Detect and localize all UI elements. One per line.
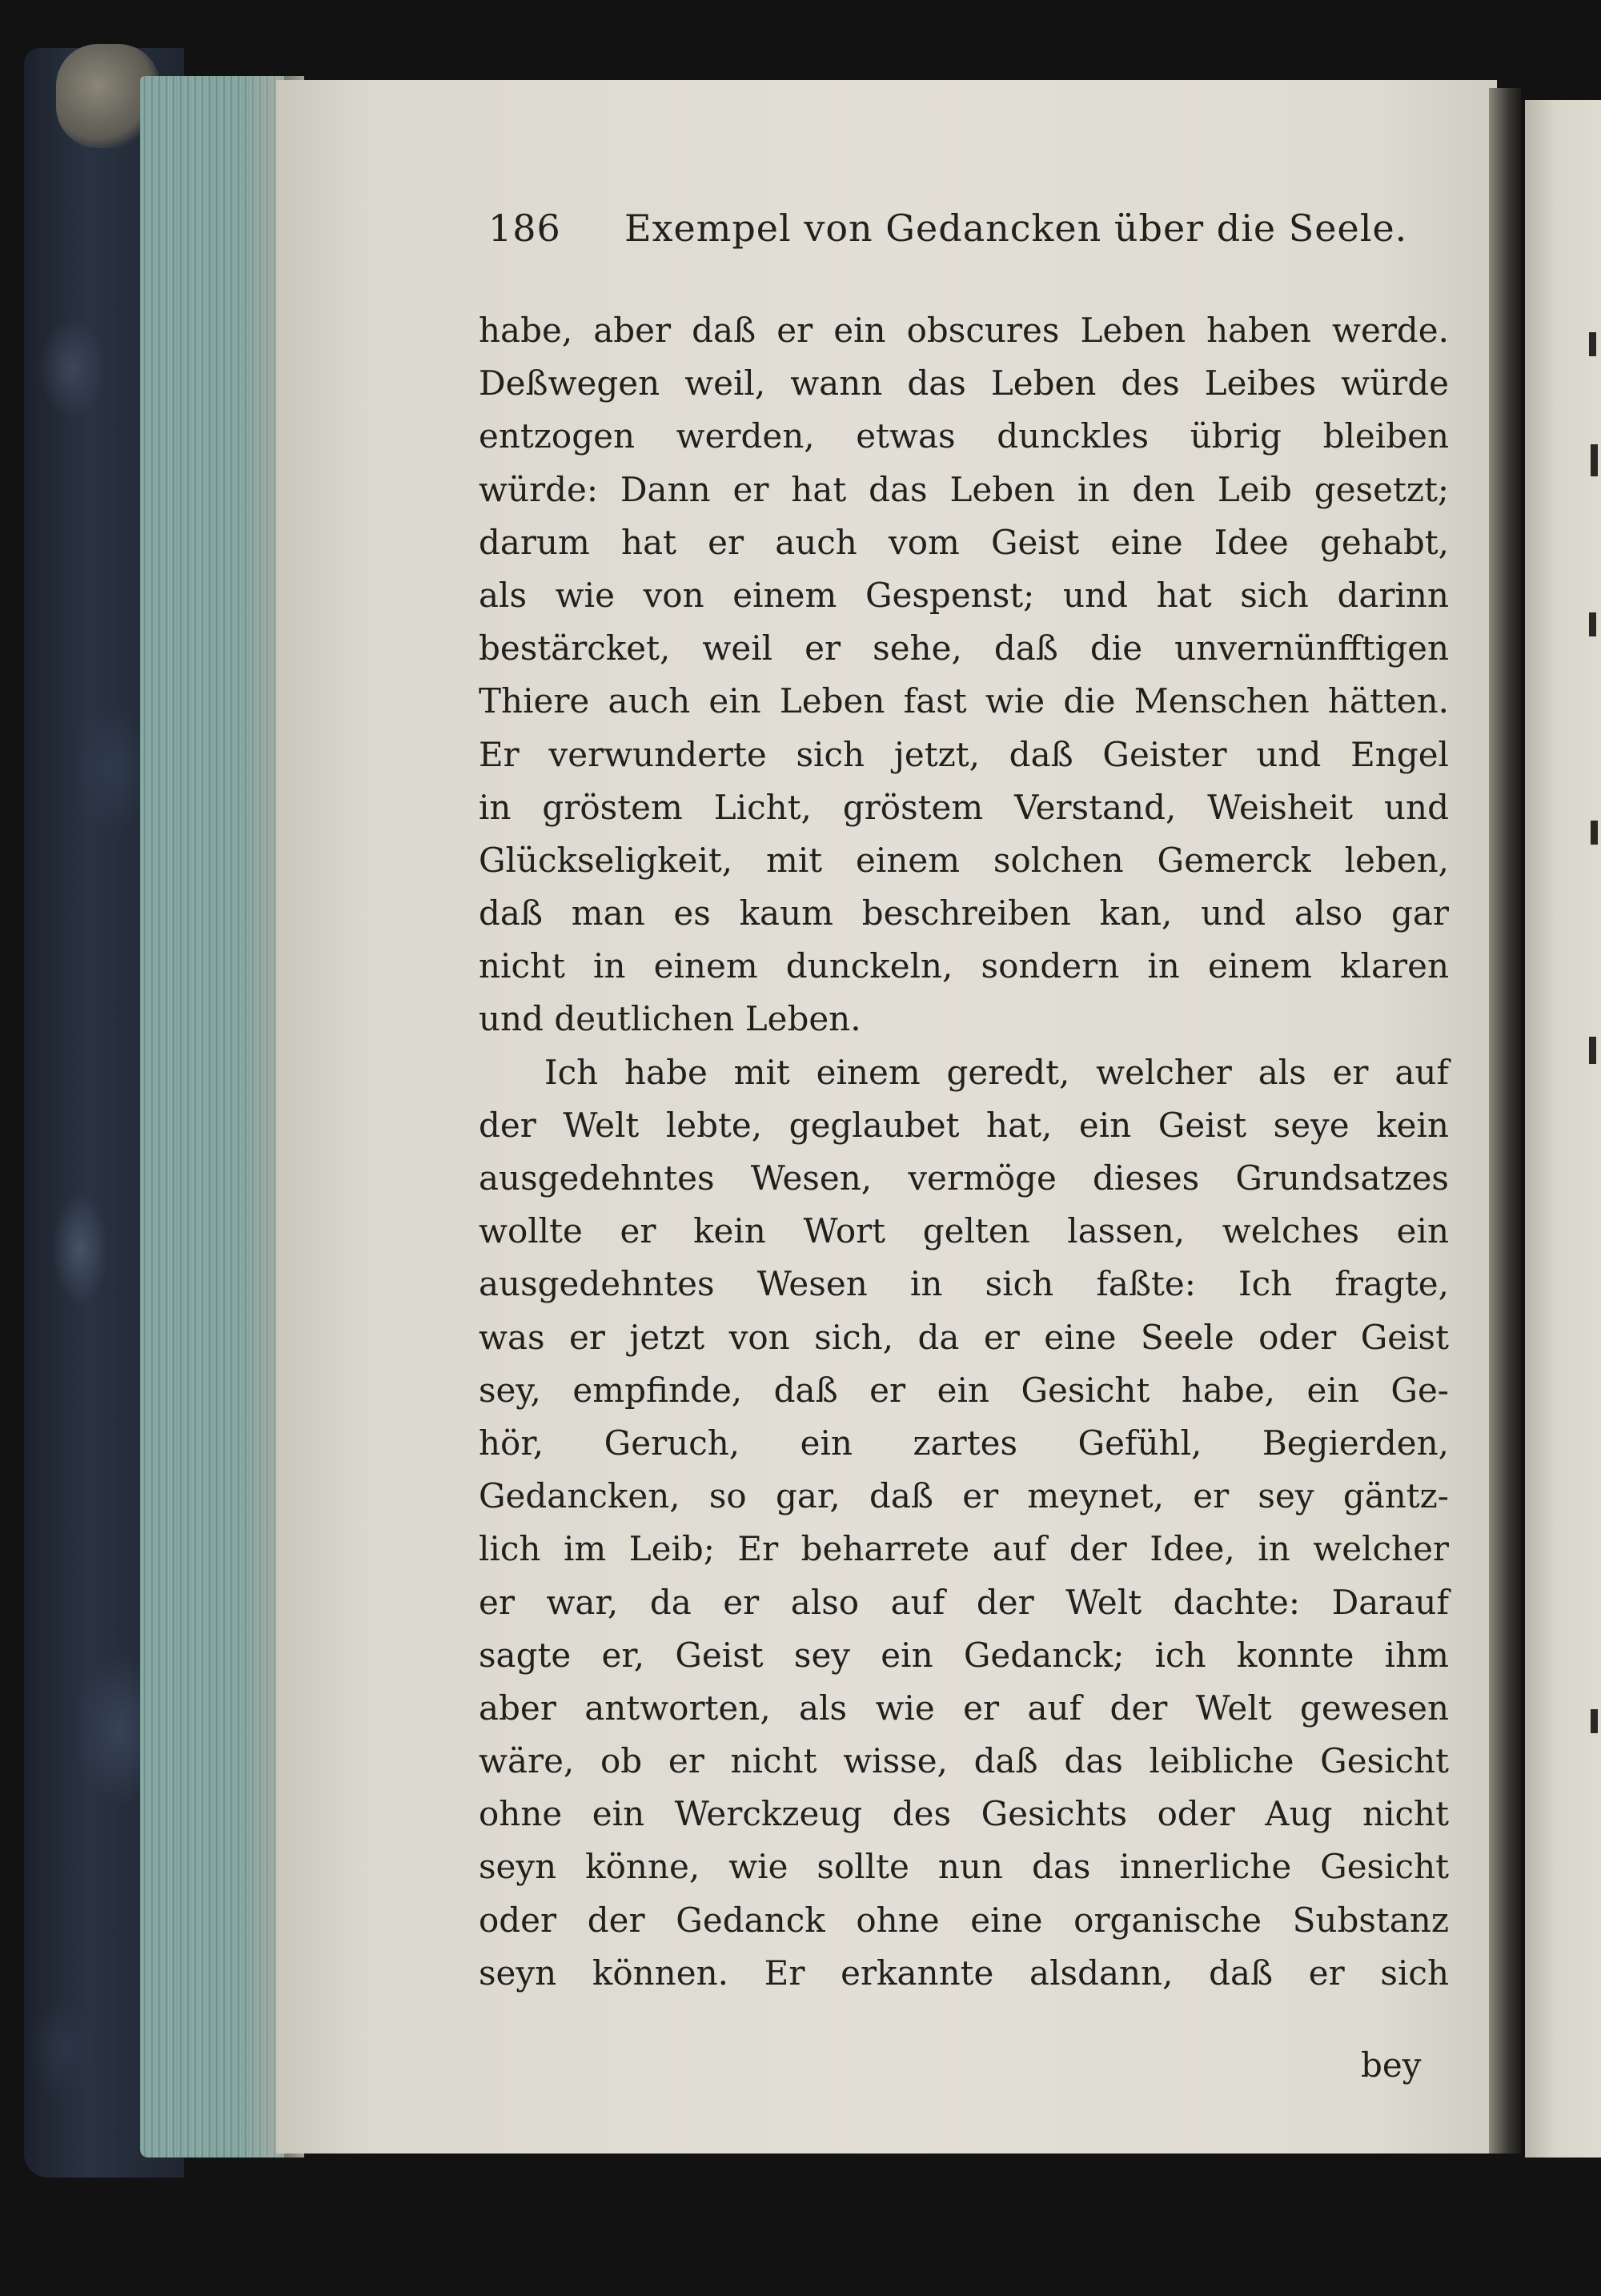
text-line: entzogen werden, etwas dunckles übrig bleiben xyxy=(479,416,1449,456)
running-head-title: Exempel von Gedancken über die Seele. xyxy=(624,207,1408,250)
paragraph-1 xyxy=(479,304,1449,1046)
text-line: würde: Dann er hat das Leben in den Leib gesetzt; xyxy=(479,469,1449,509)
text-line: lich im Leib; Er beharrete auf der Idee, in welcher xyxy=(479,1529,1449,1569)
text-line: Deßwegen weil, wann das Leben des Leibes würde xyxy=(479,363,1449,403)
page-number: 186 xyxy=(488,207,561,250)
text-line: als wie von einem Gespenst; und hat sich darinn xyxy=(479,575,1449,615)
facing-page-text-fragment xyxy=(1589,332,1596,356)
facing-page-text-fragment xyxy=(1589,612,1596,636)
text-line: darum hat er auch vom Geist eine Idee gehabt, xyxy=(479,522,1449,562)
text-line: Er verwunderte sich jetzt, daß Geister und Engel xyxy=(479,734,1449,774)
facing-page-text-fragment xyxy=(1589,1037,1596,1064)
text-line: bestärcket, weil er sehe, daß die unvernünfftigen xyxy=(479,628,1449,668)
text-line: und deutlichen Leben. xyxy=(479,999,861,1039)
text-line: was er jetzt von sich, da er eine Seele oder Geist xyxy=(479,1317,1449,1357)
text-line: hör, Geruch, ein zartes Gefühl, Begierden, xyxy=(479,1423,1449,1463)
book-gutter xyxy=(1489,88,1521,2154)
text-line: wäre, ob er nicht wisse, daß das leibliche Gesicht xyxy=(479,1741,1449,1781)
facing-page-text-fragment xyxy=(1591,444,1598,476)
text-line: nicht in einem dunckeln, sondern in einem klaren xyxy=(479,946,1449,986)
text-line: in gröstem Licht, gröstem Verstand, Weisheit und xyxy=(479,787,1449,827)
text-line: der Welt lebte, geglaubet hat, ein Geist seye kein xyxy=(479,1105,1449,1145)
body-text xyxy=(479,304,1449,2000)
text-line: sagte er, Geist sey ein Gedanck; ich konnte ihm xyxy=(479,1635,1449,1675)
text-line: aber antworten, als wie er auf der Welt gewesen xyxy=(479,1688,1449,1728)
text-line: seyn könne, wie sollte nun das innerliche Gesicht xyxy=(479,1847,1449,1887)
text-line: seyn können. Er erkannte alsdann, daß er sich xyxy=(479,1953,1449,1993)
text-line: wollte er kein Wort gelten lassen, welches ein xyxy=(479,1211,1449,1251)
text-line: habe, aber daß er ein obscures Leben haben werde. xyxy=(479,311,1449,350)
facing-page-text-fragment xyxy=(1591,1709,1598,1733)
text-line: Gedancken, so gar, daß er meynet, er sey gäntz- xyxy=(479,1476,1449,1516)
text-line: Glückseligkeit, mit einem solchen Gemerck leben, xyxy=(479,840,1449,880)
text-line: sey, empfinde, daß er ein Gesicht habe, ein Ge- xyxy=(479,1370,1449,1410)
text-line: ohne ein Werckzeug des Gesichts oder Aug nicht xyxy=(479,1794,1449,1834)
text-line: Ich habe mit einem geredt, welcher als er auf xyxy=(544,1052,1449,1092)
text-line: er war, da er also auf der Welt dachte: Darauf xyxy=(479,1582,1449,1622)
running-head xyxy=(488,207,1449,263)
paragraph-2 xyxy=(479,1046,1449,2000)
text-line: daß man es kaum beschreiben kan, und also gar xyxy=(479,893,1449,933)
text-line: oder der Gedanck ohne eine organische Substanz xyxy=(479,1900,1449,1940)
text-line: Thiere auch ein Leben fast wie die Menschen hätten. xyxy=(479,681,1449,721)
facing-page-text-fragment xyxy=(1591,821,1598,845)
facing-page xyxy=(1525,100,1601,2158)
text-line: ausgedehntes Wesen in sich faßte: Ich fragte, xyxy=(479,1264,1449,1304)
catchword: bey xyxy=(1361,2045,1422,2085)
text-line: ausgedehntes Wesen, vermöge dieses Grundsatzes xyxy=(479,1158,1449,1198)
